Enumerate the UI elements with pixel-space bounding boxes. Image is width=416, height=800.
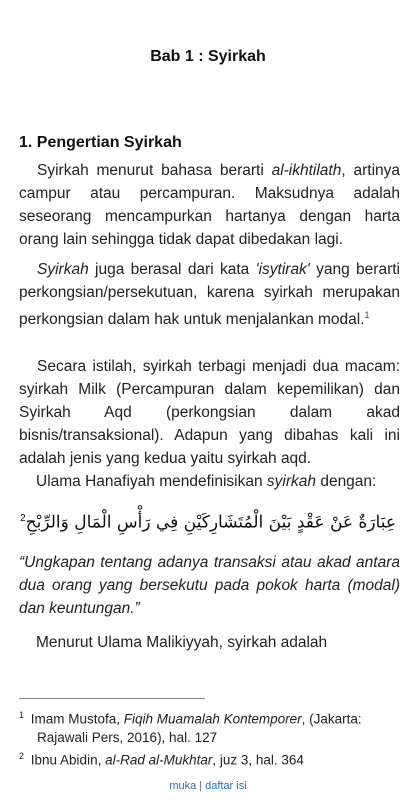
footnote-title: al-Rad al-Mukhtar xyxy=(105,752,213,767)
paragraph-text: juga berasal dari kata xyxy=(88,261,256,278)
chapter-title: Bab 1 : Syirkah xyxy=(150,48,266,65)
footnote-item xyxy=(19,706,404,747)
paragraph-text: Syirkah menurut bahasa berarti xyxy=(37,162,272,179)
footnote-divider xyxy=(19,698,205,699)
paragraph-definition-language xyxy=(19,159,400,251)
term-italic: 'isytirak' xyxy=(255,261,310,278)
nav-separator: | xyxy=(199,780,203,792)
term-italic: syirkah xyxy=(266,473,317,490)
footnote-number: 1 xyxy=(19,710,25,720)
term-italic: Syirkah xyxy=(37,261,89,278)
footnote-text: Imam Mustofa, xyxy=(30,711,124,727)
footnote-text: , juz 3, hal. 364 xyxy=(212,752,304,767)
home-link[interactable]: muka xyxy=(169,780,197,792)
arabic-definition xyxy=(20,505,396,537)
footnote-text: Ibnu Abidin, xyxy=(30,752,106,767)
footnote-title: Fiqih Muamalah Kontemporer xyxy=(123,711,302,727)
footnote-text: , (Jakarta: Rajawali Pers, 2016), hal. 127 xyxy=(37,711,362,745)
paragraph-istilah xyxy=(19,355,400,470)
footnotes xyxy=(19,706,404,769)
paragraph-malikiyyah: Menurut Ulama Malikiyyah, syirkah adalah xyxy=(36,634,328,651)
footnote-ref[interactable]: 2 xyxy=(20,513,26,524)
page-navigation xyxy=(0,780,416,792)
footnote-item xyxy=(19,747,404,770)
section-heading: 1. Pengertian Syirkah xyxy=(19,134,182,151)
paragraph-text: yang berarti perkongsian/persekutuan, karena syirkah merupakan perkongsian dalam hak untuk menjalankan modal. xyxy=(19,261,400,329)
translation-quote: “Ungkapan tentang adanya transaksi atau akad antara dua orang yang bersekutu pada pokok harta (modal) dan keuntungan.” xyxy=(19,554,400,617)
paragraph-text: dengan: xyxy=(316,473,377,490)
term-italic: al-ikhtilath xyxy=(271,162,342,179)
paragraph-text: Ulama Hanafiyah mendefinisikan xyxy=(36,473,267,490)
arabic-text: عِبَارَةٌ عَنْ عَقْدٍ بَيْنَ الْمُتَشَارِكَيْنِ فِي رَأْسِ الْمَالِ وَالرِّبْحِ xyxy=(25,512,396,533)
paragraph-isytirak xyxy=(19,258,400,331)
footnote-ref[interactable]: 1 xyxy=(364,310,370,320)
paragraph-text: Secara istilah, syirkah terbagi menjadi dua macam: syirkah Milk (Percampuran dalam kepemilikan) dan Syirkah Aqd (perkongsian dalam akad bisnis/transaksional). Adapun yang dibahas kali ini adalah jenis yang kedua yaitu syirkah aqd. xyxy=(19,358,400,467)
paragraph-text: , artinya campur atau percampuran. Maksudnya adalah seseorang mencampurkan hartanya dengan harta orang lain sehingga tidak dapat dibedakan lagi. xyxy=(19,162,400,248)
footnote-number: 2 xyxy=(19,750,25,761)
paragraph-hanafiyah xyxy=(36,470,406,493)
toc-link[interactable]: daftar isi xyxy=(205,780,247,792)
